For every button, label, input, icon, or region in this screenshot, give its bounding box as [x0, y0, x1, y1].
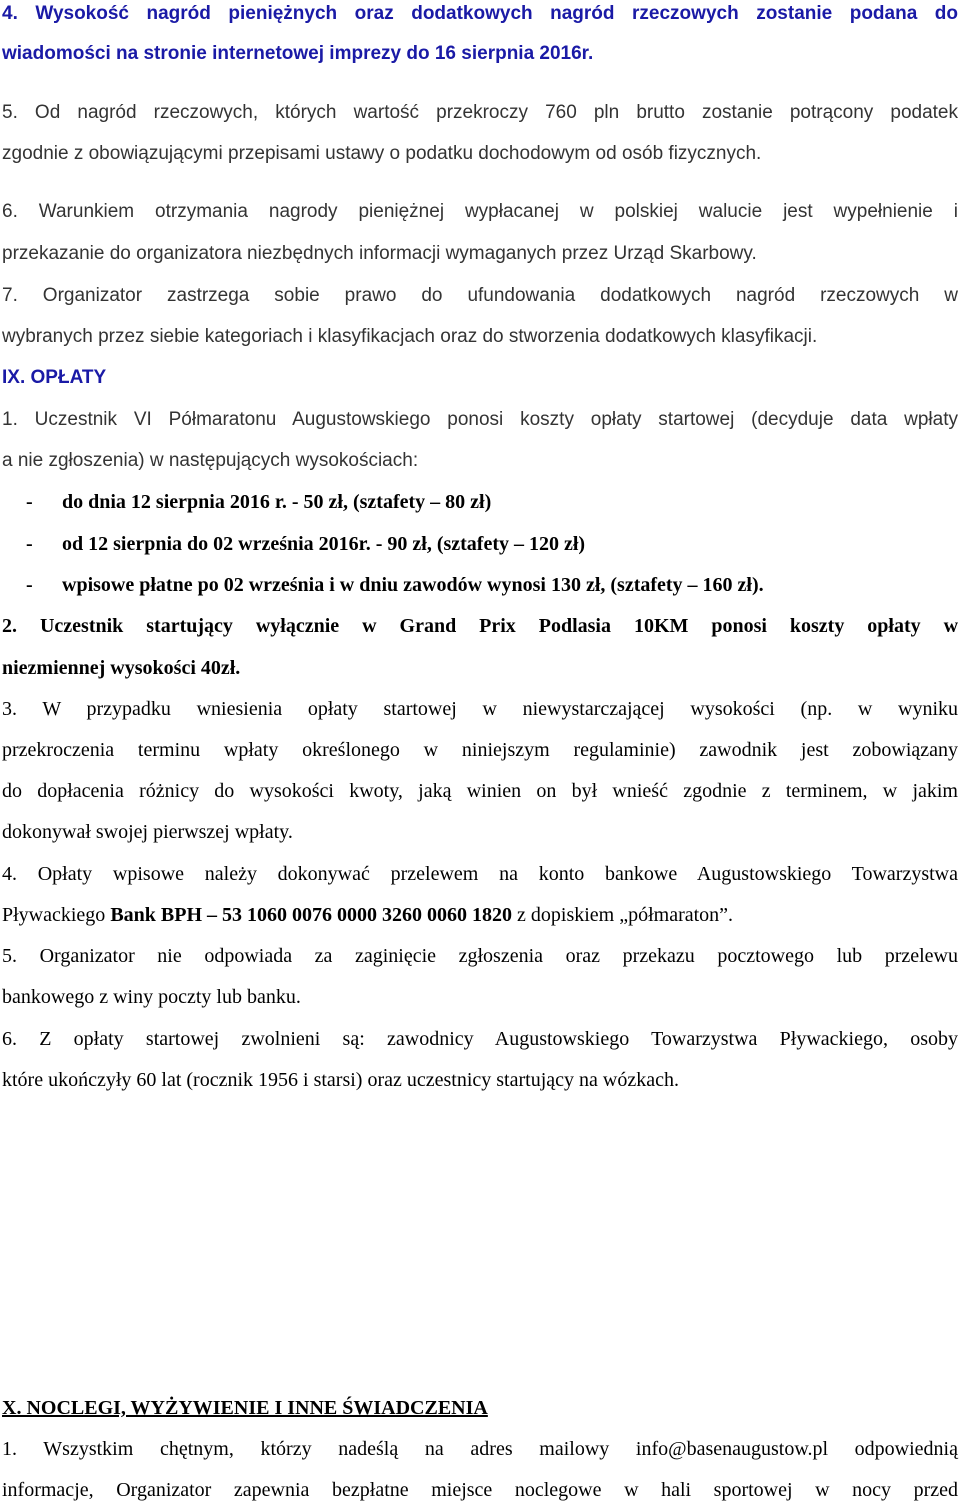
- fee-1-line-2: a nie zgłoszenia) w następujących wysokościach:: [2, 450, 419, 471]
- paragraph-4-line-2: wiadomości na stronie internetowej imprezy do 16 sierpnia 2016r.: [2, 43, 594, 64]
- accommodation-1-line-2: informacje, Organizator zapewnia bezpłatne miejsce noclegowe w hali sportowej w nocy przed: [2, 1479, 958, 1501]
- fee-3-line-4: dokonywał swojej pierwszej wpłaty.: [2, 821, 293, 843]
- fee-4-line-2: Pływackiego Bank BPH – 53 1060 0076 0000 3260 0060 1820 z dopiskiem „półmaraton”.: [2, 904, 734, 926]
- fee-6-line-1: 6. Z opłaty startowej zwolnieni są: zawodnicy Augustowskiego Towarzystwa Pływackiego, osoby: [2, 1028, 958, 1050]
- fee-3-line-3: do dopłacenia różnicy do wysokości kwoty, jaką winien on był wnieść zgodnie z terminem, w jakim: [2, 780, 958, 802]
- accommodation-1-line-1: 1. Wszystkim chętnym, którzy nadeślą na adres mailowy info@basenaugustow.pl odpowiednią: [2, 1438, 958, 1460]
- fee-6-line-2: które ukończyły 60 lat (rocznik 1956 i starsi) oraz uczestnicy startujący na wózkach.: [2, 1069, 679, 1091]
- paragraph-5-line-2: zgodnie z obowiązującymi przepisami ustawy o podatku dochodowym od osób fizycznych.: [2, 143, 762, 164]
- bank-account: Bank BPH – 53 1060 0076 0000 3260 0060 1820: [110, 904, 513, 926]
- paragraph-6-line-1: 6. Warunkiem otrzymania nagrody pieniężnej wypłacanej w polskiej walucie jest wypełnienie i: [2, 201, 958, 222]
- fee-bullet: - do dnia 12 sierpnia 2016 r. - 50 zł, (sztafety – 80 zł): [26, 491, 492, 513]
- fee-2-line-1: 2. Uczestnik startujący wyłącznie w Grand Prix Podlasia 10KM ponosi koszty opłaty w: [2, 615, 959, 637]
- paragraph-4-line-1: 4. Wysokość nagród pieniężnych oraz dodatkowych nagród rzeczowych zostanie podana do: [2, 3, 958, 24]
- fee-4-line-1: 4. Opłaty wpisowe należy dokonywać przelewem na konto bankowe Augustowskiego Towarzystwa: [2, 863, 958, 885]
- fee-3-line-2: przekroczenia terminu wpłaty określonego w niniejszym regulaminie) zawodnik jest zobowiązany: [2, 739, 958, 761]
- fee-5-line-2: bankowego z winy poczty lub banku.: [2, 986, 301, 1008]
- paragraph-7-line-2: wybranych przez siebie kategoriach i klasyfikacjach oraz do stworzenia dodatkowych klasyfikacji.: [2, 326, 818, 347]
- section-ix-heading: IX. OPŁATY: [2, 367, 107, 388]
- fee-2-line-2: niezmiennej wysokości 40zł.: [2, 657, 241, 679]
- fee-5-line-1: 5. Organizator nie odpowiada za zaginięcie zgłoszenia oraz przekazu pocztowego lub przelewu: [2, 945, 958, 967]
- paragraph-5-line-1: 5. Od nagród rzeczowych, których wartość przekroczy 760 pln brutto zostanie potrącony podatek: [2, 102, 958, 123]
- paragraph-6-line-2: przekazanie do organizatora niezbędnych informacji wymaganych przez Urząd Skarbowy.: [2, 243, 757, 264]
- paragraph-7-line-1: 7. Organizator zastrzega sobie prawo do ufundowania dodatkowych nagród rzeczowych w: [2, 285, 958, 306]
- section-x-heading: X. NOCLEGI, WYŻYWIENIE I INNE ŚWIADCZENIA: [2, 1397, 488, 1419]
- fee-1-line-1: 1. Uczestnik VI Półmaratonu Augustowskiego ponosi koszty opłaty startowej (decyduje data wpłaty: [2, 409, 958, 430]
- fee-bullet: - wpisowe płatne po 02 września i w dniu zawodów wynosi 130 zł, (sztafety – 160 zł).: [26, 574, 764, 596]
- fee-3-line-1: 3. W przypadku wniesienia opłaty startowej w niewystarczającej wysokości (np. w wyniku: [2, 698, 958, 720]
- fee-bullet: - od 12 sierpnia do 02 września 2016r. - 90 zł, (sztafety – 120 zł): [26, 533, 586, 555]
